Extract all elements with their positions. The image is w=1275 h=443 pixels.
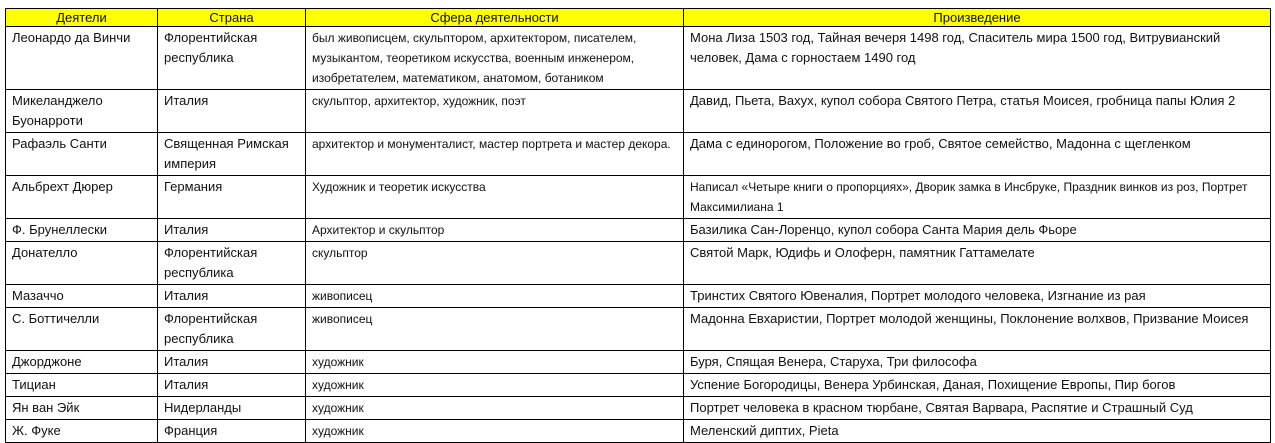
header-works: Произведение: [684, 9, 1271, 27]
cell-works: Портрет человека в красном тюрбане, Святая Варвара, Распятие и Страшный Суд: [684, 397, 1271, 420]
cell-sphere: Архитектор и скульптор: [306, 219, 684, 242]
header-sphere: Сфера деятельности: [306, 9, 684, 27]
cell-name: Альбрехт Дюрер: [6, 176, 158, 219]
cell-sphere: был живописцем, скульптором, архитектором, писателем, музыкантом, теоретиком искусства, военным инженером, изобретателем, математиком, анатомом, ботаником: [306, 27, 684, 90]
cell-name: Донателло: [6, 242, 158, 285]
table-row: [6, 90, 1271, 133]
cell-sphere: архитектор и монументалист, мастер портрета и мастер декора.: [306, 133, 684, 176]
cell-sphere: художник: [306, 351, 684, 374]
cell-name: Микеланджело Буонарроти: [6, 90, 158, 133]
cell-works: Мадонна Евхаристии, Портрет молодой женщины, Поклонение волхвов, Призвание Моисея: [684, 308, 1271, 351]
header-artists: Деятели: [6, 9, 158, 27]
cell-country: Италия: [158, 219, 306, 242]
table-row: [6, 242, 1271, 285]
cell-name: Ф. Брунеллески: [6, 219, 158, 242]
cell-country: Италия: [158, 374, 306, 397]
cell-name: Леонардо да Винчи: [6, 27, 158, 90]
cell-name: Мазаччо: [6, 285, 158, 308]
cell-works: Давид, Пьета, Вахух, купол собора Святого Петра, статья Моисея, гробница папы Юлия 2: [684, 90, 1271, 133]
cell-country: Нидерланды: [158, 397, 306, 420]
cell-sphere: художник: [306, 420, 684, 443]
table-row: [6, 351, 1271, 374]
cell-works: Написал «Четыре книги о пропорциях», Дворик замка в Инсбруке, Праздник винков из роз, Портрет Максимилиана 1: [684, 176, 1271, 219]
cell-works: Мона Лиза 1503 год, Тайная вечеря 1498 год, Спаситель мира 1500 год, Витрувианский человек, Дама с горностаем 1490 год: [684, 27, 1271, 90]
cell-country: Священная Римская империя: [158, 133, 306, 176]
cell-country: Флорентийская республика: [158, 242, 306, 285]
cell-name: Ян ван Эйк: [6, 397, 158, 420]
table-row: [6, 133, 1271, 176]
table-row: [6, 308, 1271, 351]
artists-table: [5, 8, 1271, 443]
cell-name: С. Боттичелли: [6, 308, 158, 351]
cell-name: Ж. Фуке: [6, 420, 158, 443]
cell-name: Рафаэль Санти: [6, 133, 158, 176]
cell-sphere: Художник и теоретик искусства: [306, 176, 684, 219]
table-row: [6, 219, 1271, 242]
cell-works: Меленский диптих, Pieta: [684, 420, 1271, 443]
cell-country: Италия: [158, 285, 306, 308]
cell-country: Италия: [158, 351, 306, 374]
cell-sphere: скульптор: [306, 242, 684, 285]
cell-country: Флорентийская республика: [158, 27, 306, 90]
cell-country: Германия: [158, 176, 306, 219]
cell-works: Базилика Сан-Лоренцо, купол собора Санта Мария дель Фьоре: [684, 219, 1271, 242]
cell-sphere: художник: [306, 397, 684, 420]
cell-works: Дама с единорогом, Положение во гроб, Святое семейство, Мадонна с щегленком: [684, 133, 1271, 176]
table-row: [6, 27, 1271, 90]
table-row: [6, 176, 1271, 219]
cell-sphere: скульптор, архитектор, художник, поэт: [306, 90, 684, 133]
header-row: [6, 9, 1271, 27]
cell-name: Тициан: [6, 374, 158, 397]
cell-works: Святой Марк, Юдифь и Олоферн, памятник Гаттамелате: [684, 242, 1271, 285]
cell-country: Италия: [158, 90, 306, 133]
cell-sphere: художник: [306, 374, 684, 397]
table-row: [6, 285, 1271, 308]
table-row: [6, 397, 1271, 420]
table-row: [6, 374, 1271, 397]
cell-country: Франция: [158, 420, 306, 443]
cell-sphere: живописец: [306, 285, 684, 308]
cell-country: Флорентийская республика: [158, 308, 306, 351]
cell-name: Джорджоне: [6, 351, 158, 374]
cell-works: Тринстих Святого Ювеналия, Портрет молодого человека, Изгнание из рая: [684, 285, 1271, 308]
header-country: Страна: [158, 9, 306, 27]
table-row: [6, 420, 1271, 443]
cell-works: Буря, Спящая Венера, Старуха, Три философа: [684, 351, 1271, 374]
cell-sphere: живописец: [306, 308, 684, 351]
cell-works: Успение Богородицы, Венера Урбинская, Даная, Похищение Европы, Пир богов: [684, 374, 1271, 397]
